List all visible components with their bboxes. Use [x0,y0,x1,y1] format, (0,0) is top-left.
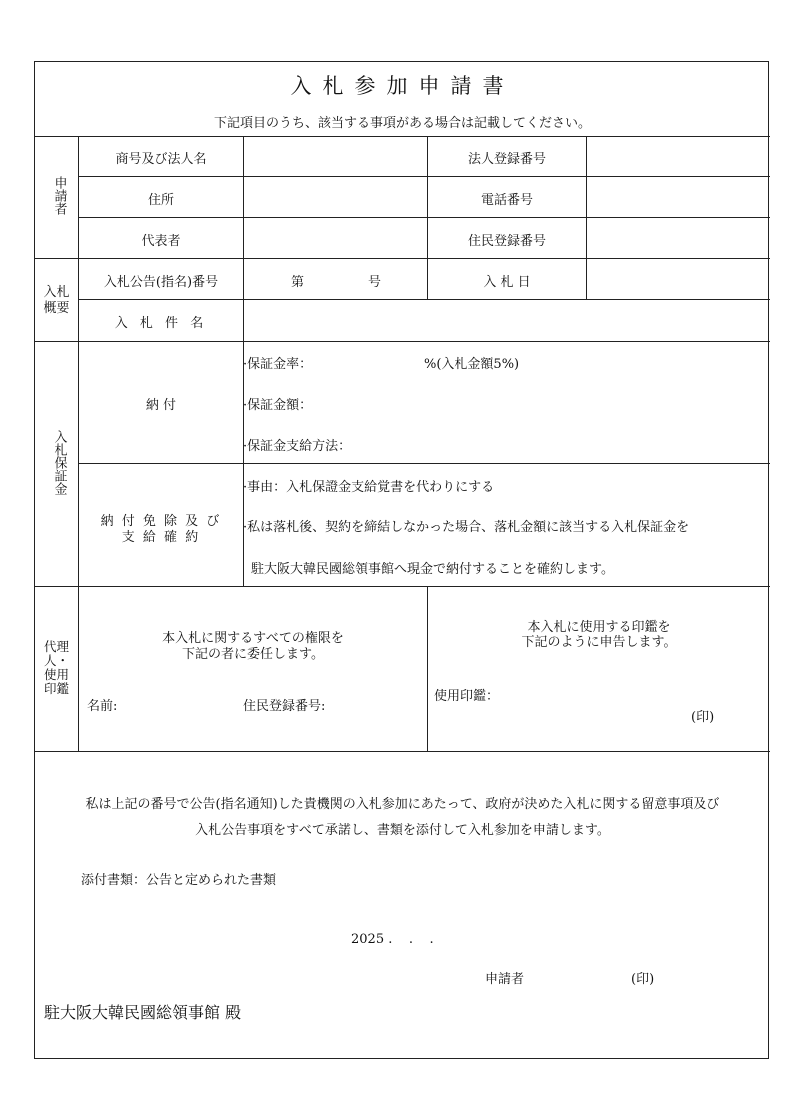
seal-label: 使用印鑑： [434,689,500,704]
declaration-line-2: 入札公告事項をすべて承諾し、書類を添付して入札参加を申請します。 [195,823,610,838]
application-date: 2025 . . . [351,932,434,947]
address-field[interactable] [247,183,427,213]
seal-declaration-line-2: 下記のように申告します。 [521,635,677,650]
proxy-section-line-2: 人・ [43,653,69,668]
rule [35,136,770,137]
exemption-label-line-1: 納 付 免 除 及 び [100,514,222,529]
rule [78,299,770,300]
proxy-section-label [35,640,78,696]
notice-number-suffix: 号 [368,275,382,290]
guarantee-section-text: 入札保証金 [51,430,67,495]
guarantee-amount-field[interactable] [325,389,629,415]
rule [427,586,428,751]
addressee: 駐大阪大韓民國総領事館 殿 [44,1003,242,1022]
proxy-section-line-1: 代理 [43,639,69,654]
bid-date-field[interactable] [590,265,770,295]
delegation-line-2: 下記の者に委任します。 [182,647,324,662]
address-label: 住所 [147,193,174,208]
resident-number-label: 住民登録番号 [467,234,546,249]
overview-section-label [35,285,78,317]
phone-label: 電話番号 [480,193,533,208]
applicant-section-text: 申請者 [51,176,67,215]
notice-number-prefix: 第 [291,275,305,290]
overview-section-text: 入札概要 [43,285,70,316]
proxy-resident-number-field[interactable] [333,690,427,714]
applicant-signature-field[interactable] [535,963,631,987]
rule [35,751,770,752]
exemption-label-line-2: 支 給 確 約 [121,530,201,545]
resident-number-field[interactable] [590,224,770,254]
rule [586,136,587,299]
guarantee-rate-field[interactable] [323,348,423,374]
delegation-line-1: 本入札に関するすべての権限を [162,631,344,646]
rule [35,586,770,587]
notice-number-label: 入札公告(指名)番号 [103,275,219,290]
exemption-reason: ·事由：入札保證金支給覚書を代わりにする [243,480,495,495]
proxy-name-field[interactable] [121,690,239,714]
rule [78,463,770,464]
bid-case-field[interactable] [247,306,770,336]
company-name-field[interactable] [247,142,427,172]
applicant-signature-label: 申請者 [485,972,525,987]
form-instruction: 下記項目のうち、該当する事項がある場合は記載してください。 [213,116,591,131]
phone-field[interactable] [590,183,770,213]
proxy-section-line-3: 使用 [43,667,69,682]
guarantee-section-label [49,430,69,499]
proxy-resident-number-label: 住民登録番号: [243,699,326,714]
corp-number-field[interactable] [590,142,770,172]
representative-label: 代表者 [141,234,181,249]
payment-label: 納 付 [145,398,177,413]
applicant-section-label [49,176,69,219]
guarantee-method-field[interactable] [365,430,669,456]
pledge-line-2: 駐大阪大韓民國総領事館へ現金で納付することを確約します。 [251,562,614,577]
representative-field[interactable] [247,224,427,254]
proxy-section-line-4: 印鑑 [43,681,69,696]
page-title: 入札参加申請書 [290,74,515,98]
guarantee-rate-label: ·保証金率： [243,357,313,372]
rule [35,258,770,259]
rule [78,176,770,177]
rule [78,217,770,218]
guarantee-method-label: ·保証金支給方法： [243,439,352,454]
guarantee-rate-note: %(入札金額5%) [424,357,520,372]
pledge-line-1: ·私は落札後、契約を締結しなかった場合、落札金額に該当する入札保証金を [243,520,690,535]
proxy-name-label: 名前: [87,699,118,714]
company-name-label: 商号及び法人名 [115,152,207,167]
notice-number-field[interactable] [310,265,364,295]
bid-date-label: 入 札 日 [483,275,531,290]
bid-case-label: 入 札 件 名 [114,316,208,331]
seal-mark: (印) [691,710,715,725]
corp-number-label: 法人登録番号 [467,152,546,167]
attachments: 添付書類：公告と定められた書類 [81,873,277,888]
declaration-line-1: 私は上記の番号で公告(指名通知)した貴機関の入札参加にあたって、政府が決めた入札に関する留意事項及び [85,797,720,812]
guarantee-amount-label: ·保証金額： [243,398,313,413]
application-form [34,61,769,1059]
seal-declaration-line-1: 本入札に使用する印鑑を [527,620,671,635]
rule [35,341,770,342]
applicant-seal-mark: (印) [631,972,655,987]
